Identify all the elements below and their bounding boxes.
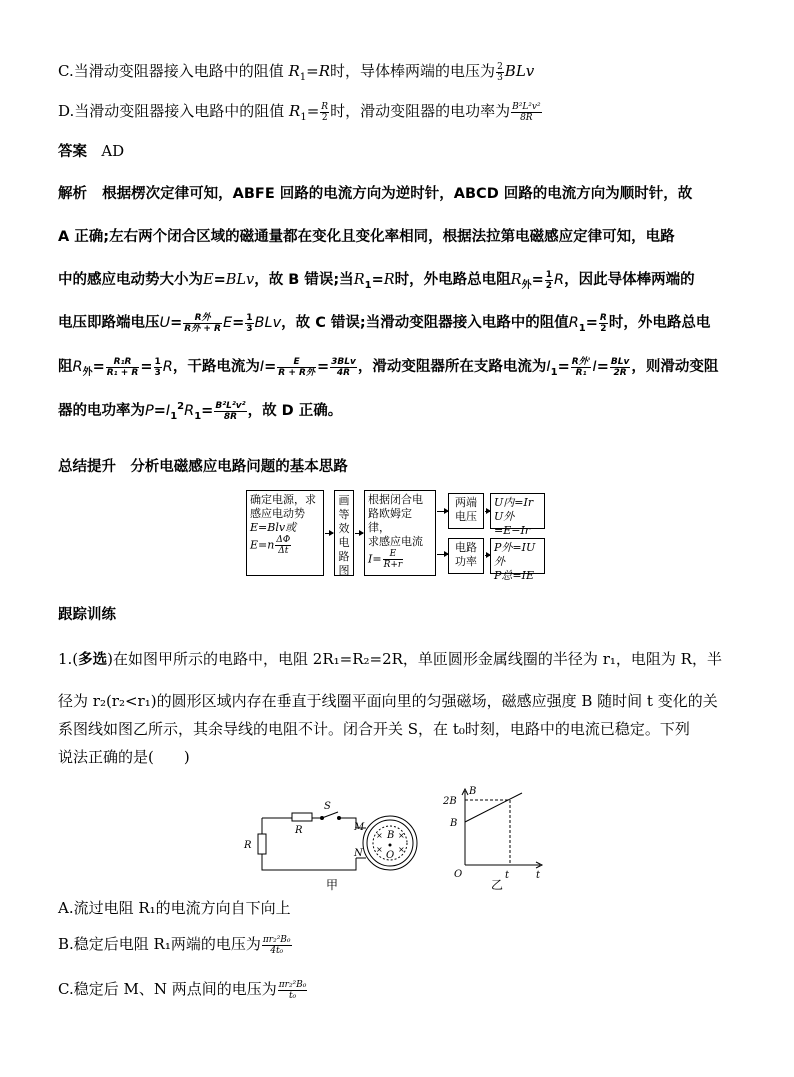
svg-text:×: × — [376, 845, 383, 854]
question-line-1: 1.(多选)在如图甲所示的电路中，电阻 2R₁=R₂=2R，单匝圆形金属线圈的半径为 r₁，电阻为 R，半 — [58, 650, 722, 668]
coil-outer — [363, 816, 417, 870]
resistor-r2 — [292, 813, 312, 821]
answer-line: 答案 AD — [58, 142, 125, 160]
choice-a: A.流过电阻 R₁的电流方向自下向上 — [58, 899, 291, 917]
label-b0: B — [450, 818, 458, 829]
flow-box-power: 电路 功率 — [448, 538, 484, 574]
axis-label-t: t — [536, 870, 541, 881]
flow-box-power-formulas: P外=IU外 P总=IE — [490, 538, 545, 574]
svg-text:×: × — [398, 845, 405, 854]
figure-circuit — [240, 800, 420, 880]
svg-text:×: × — [398, 831, 405, 840]
label-t0: t — [505, 870, 510, 881]
caption-yi: 乙 — [491, 878, 504, 892]
flow-box-voltage-formulas: U内=Ir U外=E−Ir — [490, 493, 545, 529]
svg-text:×: × — [376, 831, 383, 840]
label-n: N — [354, 848, 363, 859]
label-r2: R — [295, 825, 303, 836]
resistor-r1 — [258, 834, 266, 854]
label-r1: R — [244, 840, 252, 851]
flow-box-circuit: 画 等 效 电 路 图 — [334, 490, 354, 576]
question-line-4: 说法正确的是( ) — [58, 748, 190, 766]
question-line-2: 径为 r₂(r₂<r₁)的圆形区域内存在垂直于线圈平面向里的匀强磁场，磁感应强度 B 随时间 t 变化的关 — [58, 692, 718, 710]
figure-graph — [440, 785, 550, 881]
analysis-line-5: 阻$R_外=$ $\frac{\text{R₁R}}{\text{R₁ + R}}$ = $\frac{1}{3}$ R，干路电流为I= $\frac{E}{\text{R + R外}}$ = $\frac{\text{3BLv}}{4R}$ ，滑动变阻器所在支路电流为$I_1=$ $\frac{\text{R外'}}{\text{R₁}}$ I= $\frac{\text{BLv}}{2R}$ ，则滑动变阻 — [58, 356, 719, 378]
analysis-line-2: A 正确;左右两个闭合区域的磁通量都在变化且变化率相同，根据法拉第电磁感应定律可知，电路 — [58, 229, 675, 245]
axis-label-b: B — [469, 786, 477, 797]
flow-box-source: 确定电源，求 感应电动势 E=Blv或 E=n $\frac{\Delta\Phi}{\Delta t}$ — [246, 490, 324, 576]
option-c-previous: C.当滑动变阻器接入电路中的阻值 $R_1=R$时，导体棒两端的电压为 $\frac{2}{3}$ BLv — [58, 61, 535, 83]
label-b: B — [387, 830, 395, 841]
caption-jia: 甲 — [326, 878, 339, 892]
flow-box-ohm: 根据闭合电 路欧姆定律， 求感应电流 I= $\frac{E}{R+r}$ — [364, 490, 436, 576]
axis-origin: O — [454, 869, 463, 880]
analysis-line-3: 中的感应电动势大小为E=BLv，故 B 错误;当$R_1=R$时，外电路总电阻$R_外=$ $\frac{1}{2}$ R，因此导体棒两端的 — [58, 269, 695, 291]
analysis-line-1: 解析 根据楞次定律可知，ABFE 回路的电流方向为逆时针，ABCD 回路的电流方向为顺时针，故 — [58, 186, 693, 202]
choice-c: C.稳定后 M、N 两点间的电压为 $\frac{\text{πr₂²B₀}}{\text{t₀}}$ — [58, 979, 307, 1001]
label-o: O — [386, 850, 395, 861]
practice-heading: 跟踪训练 — [58, 607, 116, 623]
label-m: M — [354, 822, 365, 833]
question-line-3: 系图线如图乙所示，其余导线的电阻不计。闭合开关 S，在 t₀时刻，电路中的电流已稳定。下列 — [58, 720, 690, 738]
label-s: S — [324, 801, 331, 812]
analysis-line-4: 电压即路端电压U= $\frac{\text{R外}}{\text{R外 + R}}$ E= $\frac{1}{3}$ BLv，故 C 错误;当滑动变阻器接入电路中的阻值$R_1=$ $\frac{R}{2}$ 时，外电路总电 — [58, 312, 711, 334]
label-2b0: 2B — [443, 796, 457, 807]
option-d-previous: D.当滑动变阻器接入电路中的阻值 $R_1=$ $\frac{R}{2}$ 时，滑动变阻器的电功率为 $\frac{\text{B²L²v²}}{8R}$ — [58, 101, 541, 123]
switch-s — [322, 812, 338, 818]
choice-b: B.稳定后电阻 R₁两端的电压为 $\frac{\text{πr₂²B₀}}{\text{4t₀}}$ — [58, 934, 291, 956]
summary-heading: 总结提升 分析电磁感应电路问题的基本思路 — [58, 459, 348, 475]
flow-box-voltage: 两端 电压 — [448, 493, 484, 529]
analysis-line-6: 器的电功率为$P=I_1^2R_1=$ $\frac{\text{B²L²v²}}{8R}$ ，故 D 正确。 — [58, 400, 343, 422]
